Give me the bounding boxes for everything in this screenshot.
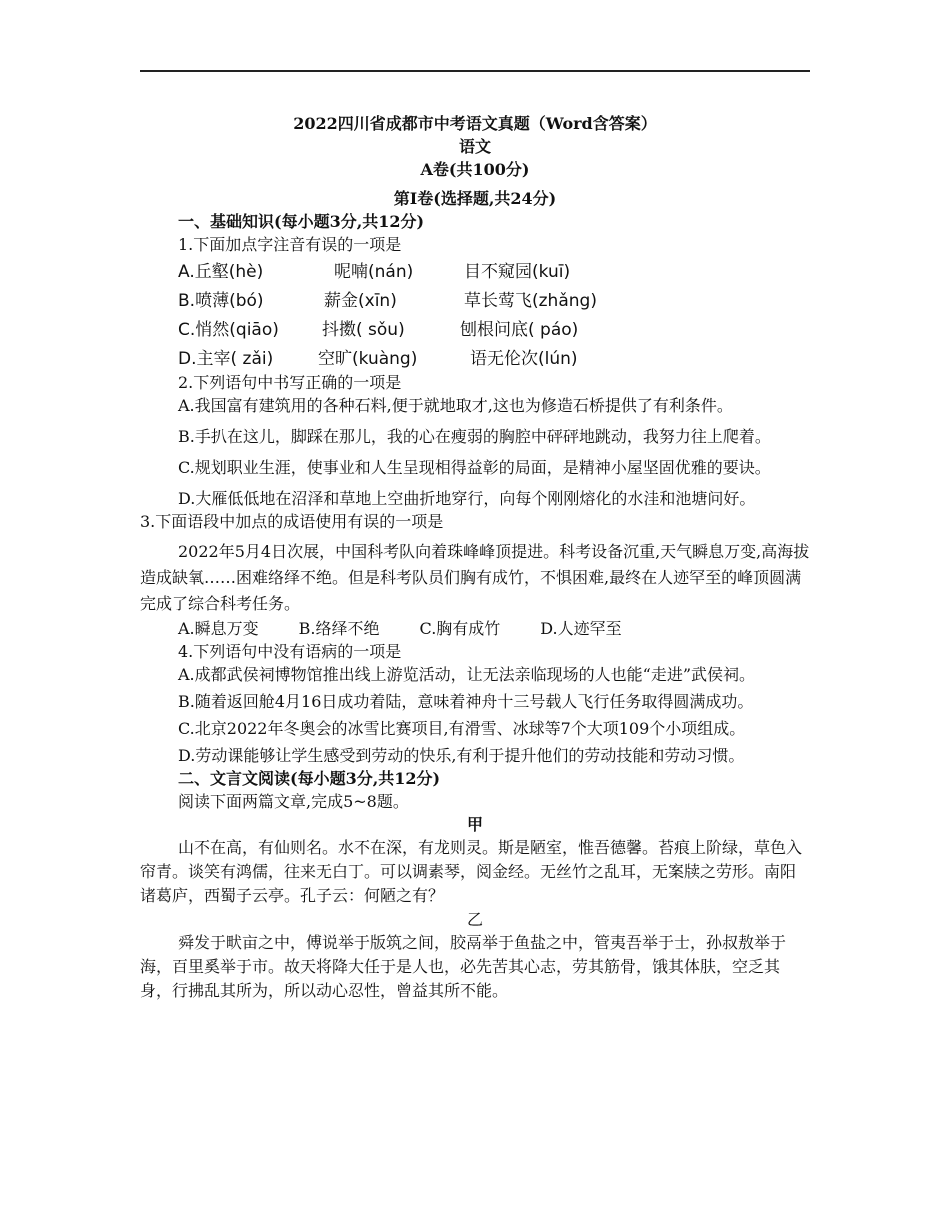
section1-heading: 一、基础知识(每小题3分,共12分) bbox=[178, 212, 425, 231]
passage-yi-label: 乙 bbox=[466, 910, 483, 929]
q4-option-d: D.劳动课能够让学生感受到劳动的快乐,有利于提升他们的劳动技能和劳动习惯。 bbox=[178, 746, 745, 765]
document-page bbox=[140, 112, 810, 1003]
q3-option-d: D.人迹罕至 bbox=[540, 619, 622, 638]
q1-b2: 薪金(xīn) bbox=[324, 291, 397, 311]
q1-c1: C.悄然(qiāo) bbox=[178, 320, 279, 340]
q3-option-a: A.瞬息万变 bbox=[178, 619, 259, 638]
q3-passage: 2022年5月4日次展，中国科考队向着珠峰峰顶提进。科考设备沉重,天气瞬息万变,高海拔造成缺氧……困难络绎不绝。但是科考队员们胸有成竹，不惧困难,最终在人迹罕至的峰顶圆满完成了综合科考任务。 bbox=[140, 542, 810, 613]
q1-c3: 刨根问底( páo) bbox=[460, 320, 579, 340]
q1-row-d bbox=[140, 347, 810, 371]
passage-jia-label: 甲 bbox=[466, 815, 483, 834]
q2-option-c: C.规划职业生涯，使事业和人生呈现相得益彰的局面，是精神小屋坚固优雅的要诀。 bbox=[178, 458, 771, 477]
q3-option-c: C.胸有成竹 bbox=[419, 619, 501, 638]
q1-stem: 1.下面加点字注音有误的一项是 bbox=[178, 235, 402, 254]
q4-option-b: B.随着返回舱4月16日成功着陆，意味着神舟十三号载人飞行任务取得圆满成功。 bbox=[178, 692, 754, 711]
q1-a3: 目不窥园(kuī) bbox=[464, 262, 571, 282]
top-rule bbox=[140, 70, 810, 72]
q1-c2: 抖擞( sǒu) bbox=[322, 320, 405, 340]
subject-label: 语文 bbox=[458, 137, 491, 156]
q1-row-b bbox=[140, 289, 810, 313]
q1-d2: 空旷(kuàng) bbox=[318, 349, 418, 369]
q1-d3: 语无伦次(lún) bbox=[470, 349, 578, 369]
passage-yi-text: 舜发于畎亩之中，傅说举于版筑之间，胶鬲举于鱼盐之中，管夷吾举于士，孙叔敖举于海，百里奚举于市。故天将降大任于是人也，必先苦其心志，劳其筋骨，饿其体肤，空乏其身，行拂乱其所为，所以动心忍性，曾益其所不能。 bbox=[140, 933, 787, 1000]
q2-option-b: B.手扒在这儿，脚踩在那儿，我的心在瘦弱的胸腔中砰砰地跳动，我努力往上爬着。 bbox=[178, 427, 771, 446]
q1-row-c bbox=[140, 318, 810, 342]
q3-option-b: B.络绎不绝 bbox=[298, 619, 380, 638]
q1-row-a bbox=[140, 260, 810, 284]
reading-intro: 阅读下面两篇文章,完成5~8题。 bbox=[178, 792, 409, 811]
q2-option-d: D.大雁低低地在沼泽和草地上空曲折地穿行，向每个刚刚熔化的水洼和池塘问好。 bbox=[178, 489, 756, 508]
q4-option-c: C.北京2022年冬奥会的冰雪比赛项目,有滑雪、冰球等7个大项109个小项组成。 bbox=[178, 719, 746, 738]
passage-jia-text: 山不在高，有仙则名。水不在深，有龙则灵。斯是陋室，惟吾德馨。苔痕上阶绿，草色入帘青。谈笑有鸿儒，往来无白丁。可以调素琴，阅金经。无丝竹之乱耳，无案牍之劳形。南阳诸葛庐，西蜀子云亭。孔子云：何陋之有？ bbox=[140, 838, 803, 905]
q1-a2: 呢喃(nán) bbox=[334, 262, 414, 282]
q4-stem: 4.下列语句中没有语病的一项是 bbox=[178, 642, 402, 661]
q1-a1: A.丘壑(hè) bbox=[178, 262, 264, 282]
volume-label: A卷(共100分) bbox=[420, 160, 530, 179]
q1-d1: D.主宰( zǎi) bbox=[178, 349, 274, 369]
q2-stem: 2.下列语句中书写正确的一项是 bbox=[178, 373, 402, 392]
q4-option-a: A.成都武侯祠博物馆推出线上游览活动，让无法亲临现场的人也能“走进”武侯祠。 bbox=[178, 665, 756, 684]
q3-stem: 3.下面语段中加点的成语使用有误的一项是 bbox=[140, 512, 444, 531]
q3-options bbox=[140, 617, 810, 640]
section2-heading: 二、文言文阅读(每小题3分,共12分) bbox=[178, 769, 441, 788]
part-heading: 第Ⅰ卷(选择题,共24分) bbox=[393, 189, 557, 208]
document-title: 2022四川省成都市中考语文真题（Word含答案） bbox=[293, 114, 657, 133]
q1-b1: B.喷薄(bó) bbox=[178, 291, 264, 311]
q1-b3: 草长莺飞(zhǎng) bbox=[464, 291, 597, 311]
q2-option-a: A.我国富有建筑用的各种石料,便于就地取才,这也为修造石桥提供了有利条件。 bbox=[178, 396, 733, 415]
